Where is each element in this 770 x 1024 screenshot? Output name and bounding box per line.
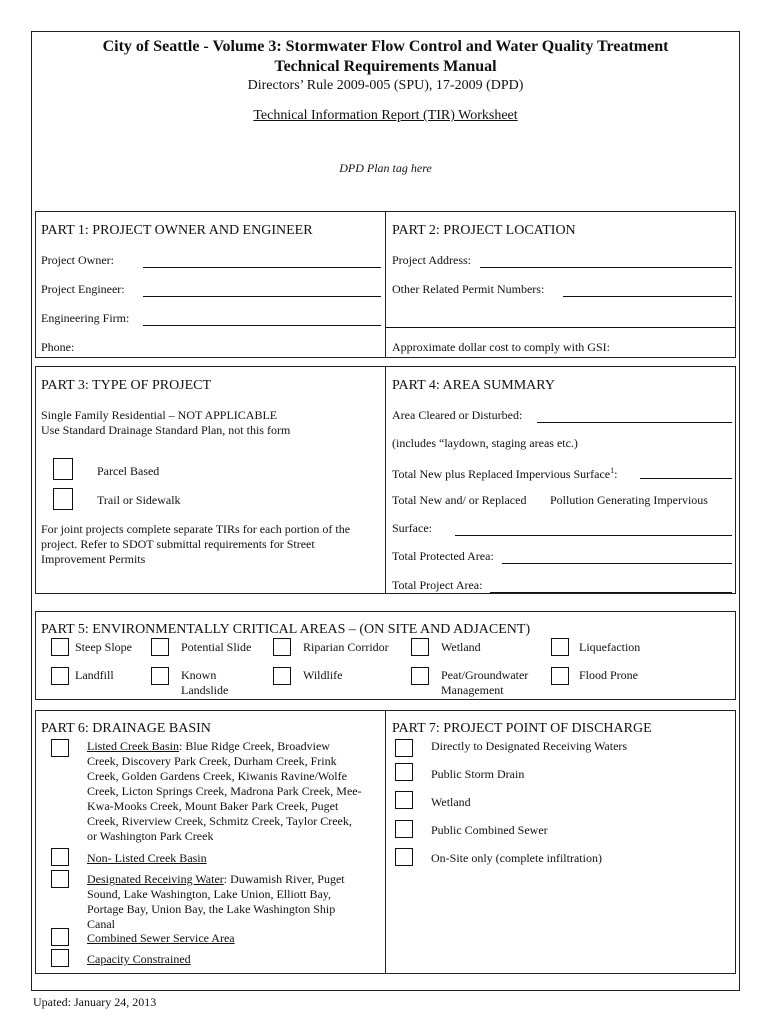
known-landslide-label: Known (181, 668, 217, 682)
listed-creek-basin-text: Creek, Golden Gardens Creek, Kiwanis Ravine/Wolfe (87, 769, 347, 783)
peat-groundwater-label: Peat/Groundwater (441, 668, 529, 682)
protected-area-field[interactable] (502, 563, 732, 564)
potential-slide-label: Potential Slide (181, 640, 252, 654)
part6-heading: PART 6: DRAINAGE BASIN (41, 721, 211, 736)
divider (385, 710, 386, 974)
project-address-label: Project Address: (392, 253, 471, 267)
on-site-only-checkbox[interactable] (395, 848, 413, 866)
part5-heading: PART 5: ENVIRONMENTALLY CRITICAL AREAS – (ON SITE AND ADJACENT) (41, 622, 531, 637)
listed-creek-basin-text: : Blue Ridge Creek, Broadview (178, 739, 330, 753)
joint-projects-note: project. Refer to SDOT submittal requirements for Street (41, 537, 315, 551)
receiving-waters-label: Directly to Designated Receiving Waters (431, 739, 628, 753)
capacity-constrained-checkbox[interactable] (51, 949, 69, 967)
capacity-constrained-label: Capacity Constrained (87, 952, 191, 966)
listed-creek-basin-text: Creek, Riverview Creek, Schmitz Creek, Taylor Creek, (87, 814, 352, 828)
listed-creek-basin-title: Listed Creek Basin (87, 739, 179, 753)
public-combined-sewer-label: Public Combined Sewer (431, 823, 548, 837)
on-site-only-label: On-Site only (complete infiltration) (431, 851, 602, 865)
potential-slide-checkbox[interactable] (151, 638, 169, 656)
listed-creek-basin-text: Creek, Discovery Park Creek, Durham Creek, Frink (87, 754, 337, 768)
designated-receiving-water-text: Canal (87, 917, 115, 931)
liquefaction-checkbox[interactable] (551, 638, 569, 656)
landfill-checkbox[interactable] (51, 667, 69, 685)
designated-receiving-water-title: Designated Receiving Water (87, 872, 224, 886)
known-landslide-checkbox[interactable] (151, 667, 169, 685)
flood-prone-checkbox[interactable] (551, 667, 569, 685)
project-engineer-label: Project Engineer: (41, 282, 125, 296)
engineering-firm-label: Engineering Firm: (41, 311, 130, 325)
landfill-label: Landfill (75, 668, 114, 682)
riparian-corridor-checkbox[interactable] (273, 638, 291, 656)
footnote-marker: 1 (610, 466, 615, 475)
wetland-checkbox[interactable] (411, 638, 429, 656)
permit-numbers-field[interactable] (563, 296, 732, 297)
standard-plan-note: Use Standard Drainage Standard Plan, not this form (41, 423, 291, 437)
known-landslide-label: Landslide (181, 683, 229, 697)
divider (385, 211, 386, 358)
steep-slope-label: Steep Slope (75, 640, 132, 654)
project-area-field[interactable] (490, 592, 732, 593)
project-address-field[interactable] (480, 267, 732, 268)
divider (385, 327, 736, 328)
steep-slope-checkbox[interactable] (51, 638, 69, 656)
project-owner-label: Project Owner: (41, 253, 114, 267)
trail-sidewalk-label: Trail or Sidewalk (97, 493, 181, 507)
joint-projects-note: For joint projects complete separate TIRs for each portion of the (41, 522, 351, 536)
project-engineer-field[interactable] (143, 296, 381, 297)
pgis-label: Pollution Generating Impervious (550, 493, 708, 507)
combined-sewer-checkbox[interactable] (51, 928, 69, 946)
part2-heading: PART 2: PROJECT LOCATION (392, 223, 576, 238)
permit-numbers-label: Other Related Permit Numbers: (392, 282, 545, 296)
page-title: City of Seattle - Volume 3: Stormwater Flow Control and Water Quality Treatment (102, 38, 669, 55)
wetland-discharge-label: Wetland (431, 795, 471, 809)
surface-field[interactable] (455, 535, 732, 536)
public-storm-drain-checkbox[interactable] (395, 763, 413, 781)
impervious-surface-field[interactable] (640, 478, 732, 479)
part1-heading: PART 1: PROJECT OWNER AND ENGINEER (41, 223, 313, 238)
receiving-waters-checkbox[interactable] (395, 739, 413, 757)
public-combined-sewer-checkbox[interactable] (395, 820, 413, 838)
updated-date: Upated: January 24, 2013 (33, 995, 157, 1009)
listed-creek-basin-checkbox[interactable] (51, 739, 69, 757)
worksheet-title: Technical Information Report (TIR) Worksheet (253, 108, 518, 123)
engineering-firm-field[interactable] (143, 325, 381, 326)
project-area-label: Total Project Area: (392, 578, 483, 592)
parcel-based-label: Parcel Based (97, 464, 160, 478)
designated-receiving-water-text: Sound, Lake Washington, Lake Union, Elliott Bay, (87, 887, 332, 901)
divider (385, 366, 386, 594)
includes-note: (includes “laydown, staging areas etc.) (392, 436, 578, 450)
protected-area-label: Total Protected Area: (392, 549, 494, 563)
listed-creek-basin-text: or Washington Park Creek (87, 829, 214, 843)
parcel-based-checkbox[interactable] (53, 458, 73, 480)
surface-label: Surface: (392, 521, 432, 535)
peat-groundwater-label: Management (441, 683, 504, 697)
part7-heading: PART 7: PROJECT POINT OF DISCHARGE (392, 721, 652, 736)
non-listed-creek-basin-label: Non- Listed Creek Basin (87, 851, 207, 865)
plan-tag-placeholder: DPD Plan tag here (339, 161, 432, 175)
non-listed-creek-basin-checkbox[interactable] (51, 848, 69, 866)
single-family-note: Single Family Residential – NOT APPLICABLE (41, 408, 278, 422)
designated-receiving-water-label (87, 872, 345, 886)
part3-heading: PART 3: TYPE OF PROJECT (41, 378, 212, 393)
combined-sewer-label: Combined Sewer Service Area (87, 931, 235, 945)
wetland-label: Wetland (441, 640, 481, 654)
joint-projects-note: Improvement Permits (41, 552, 146, 566)
flood-prone-label: Flood Prone (579, 668, 639, 682)
designated-receiving-water-checkbox[interactable] (51, 870, 69, 888)
phone-label: Phone: (41, 340, 75, 354)
liquefaction-label: Liquefaction (579, 640, 641, 654)
peat-groundwater-checkbox[interactable] (411, 667, 429, 685)
part4-heading: PART 4: AREA SUMMARY (392, 378, 555, 393)
wildlife-label: Wildlife (303, 668, 343, 682)
impervious-surface-label: Total New plus Replaced Impervious Surface$^1$: (392, 466, 618, 481)
listed-creek-basin-text: Creek, Licton Springs Creek, Madrona Park Creek, Mee- (87, 784, 362, 798)
designated-receiving-water-text: Portage Bay, Union Bay, the Lake Washington Ship (87, 902, 336, 916)
riparian-corridor-label: Riparian Corridor (303, 640, 389, 654)
gsi-cost-label: Approximate dollar cost to comply with GSI: (392, 340, 610, 354)
designated-receiving-water-text: : Duwamish River, Puget (223, 872, 345, 886)
page-subtitle: Technical Requirements Manual (274, 58, 497, 75)
wetland-discharge-checkbox[interactable] (395, 791, 413, 809)
trail-sidewalk-checkbox[interactable] (53, 488, 73, 510)
public-storm-drain-label: Public Storm Drain (431, 767, 525, 781)
listed-creek-basin-text: Kwa-Mooks Creek, Mount Baker Park Creek, Puget (87, 799, 339, 813)
pgis-label: Total New and/ or Replaced (392, 493, 527, 507)
project-owner-field[interactable] (143, 267, 381, 268)
area-cleared-field[interactable] (537, 422, 732, 423)
listed-creek-basin-label (87, 739, 330, 753)
impervious-surface-text: Total New plus Replaced Impervious Surface (392, 467, 611, 481)
wildlife-checkbox[interactable] (273, 667, 291, 685)
area-cleared-label: Area Cleared or Disturbed: (392, 408, 523, 422)
directors-rule: Directors’ Rule 2009-005 (SPU), 17-2009 (DPD) (247, 78, 524, 93)
